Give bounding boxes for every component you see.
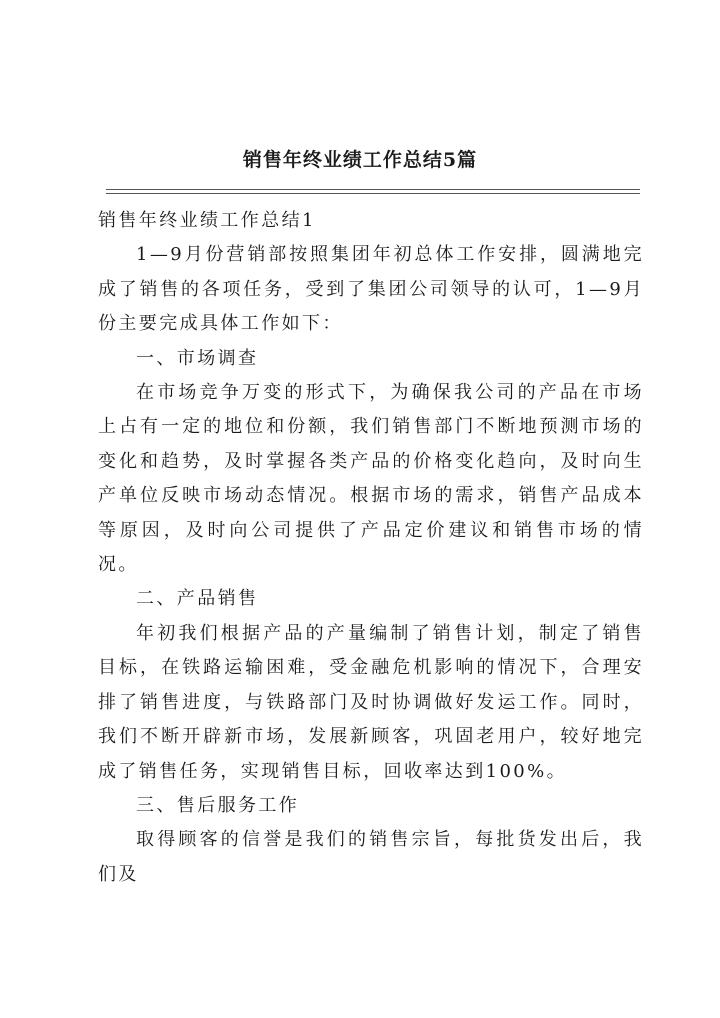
document-body — [98, 204, 644, 892]
heading-product-sales: 二、产品销售 — [136, 588, 259, 610]
heading-after-sales: 三、售后服务工作 — [136, 794, 300, 816]
paragraph-market-research: 在市场竞争万变的形式下，为确保我公司的产品在市场上占有一定的地位和份额，我们销售部门不断地预测市场的变化和趋势，及时掌握各类产品的价格变化趋向，及时向生产单位反映市场动态情况。根据市场的需求，销售产品成本等原因，及时向公司提供了产品定价建议和销售市场的情况。 — [98, 382, 644, 576]
document-title: 销售年终业绩工作总结5篇 — [242, 149, 478, 171]
section-subtitle: 销售年终业绩工作总结1 — [98, 210, 316, 231]
paragraph-after-sales: 取得顾客的信誉是我们的销售宗旨，每批货发出后，我们及 — [98, 829, 644, 885]
paragraph-intro: 1—9月份营销部按照集团年初总体工作安排，圆满地完成了销售的各项任务，受到了集团公司领导的认可，1—9月份主要完成具体工作如下： — [98, 244, 644, 335]
heading-market-research: 一、市场调查 — [136, 347, 259, 369]
title-rule-upper — [106, 189, 640, 190]
title-rule-lower — [106, 193, 640, 194]
paragraph-product-sales: 年初我们根据产品的产量编制了销售计划，制定了销售目标，在铁路运输困难，受金融危机影响的情况下，合理安排了销售进度，与铁路部门及时协调做好发运工作。同时，我们不断开辟新市场，发展新顾客，巩固老用户，较好地完成了销售任务，实现销售目标，回收率达到100%。 — [98, 622, 644, 782]
